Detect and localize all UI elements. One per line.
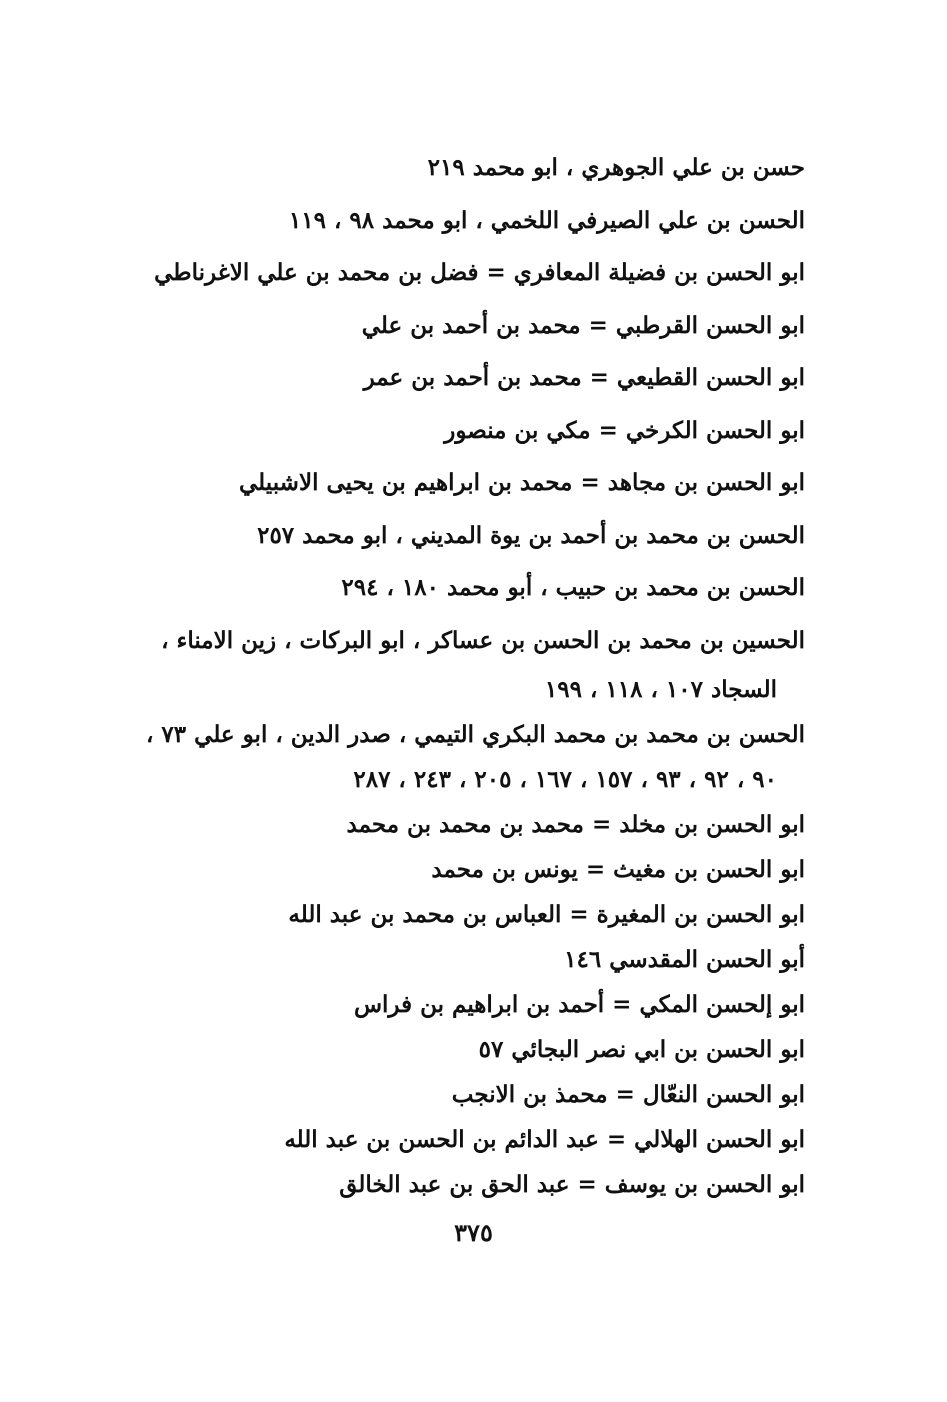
index-entry: ابو الحسن الكرخي = مكي بن منصور <box>444 416 805 444</box>
index-entry: ابو الحسن بن ابي نصر البجائي ٥٧ <box>478 1036 805 1063</box>
index-entry: الحسن بن محمد بن محمد البكري التيمي ، صدر الدين ، ابو علي ٧٣ ، <box>145 721 805 748</box>
page-number: ٣٧٥ <box>454 1218 493 1247</box>
index-entry-continuation: ٩٠ ، ٩٢ ، ٩٣ ، ١٥٧ ، ١٦٧ ، ٢٠٥ ، ٢٤٣ ، ٢٨٧ <box>353 766 777 793</box>
index-entry: ابو الحسن النعّال = محمذ بن الانجب <box>451 1081 805 1108</box>
index-entry: الحسن بن محمد بن أحمد بن يوة المديني ، ابو محمد ٢٥٧ <box>257 521 805 549</box>
index-entry: الحسين بن محمد بن الحسن بن عساكر ، ابو البركات ، زين الامناء ، <box>161 626 805 654</box>
index-entry-continuation: السجاد ١٠٧ ، ١١٨ ، ١٩٩ <box>544 676 777 703</box>
index-entry: ابو الحسن بن المغيرة = العباس بن محمد بن عبد الله <box>288 901 805 928</box>
index-entry: ابو إلحسن المكي = أحمد بن ابراهيم بن فراس <box>353 991 805 1018</box>
index-entry: ابو الحسن القطيعي = محمد بن أحمد بن عمر <box>363 364 805 391</box>
index-entries <box>125 142 805 1207</box>
index-entry: ابو الحسن بن فضيلة المعافري = فضل بن محمد بن علي الاغرناطي <box>154 259 805 286</box>
index-entry: ابو الحسن الهلالي = عبد الدائم بن الحسن بن عبد الله <box>284 1126 805 1153</box>
index-entry: ابو الحسن القرطبي = محمد بن أحمد بن علي <box>361 311 805 339</box>
index-entry: ابو الحسن بن مخلد = محمد بن محمد بن محمد <box>346 811 805 838</box>
index-entry: ابو الحسن بن مجاهد = محمد بن ابراهيم بن يحيى الاشبيلي <box>239 469 805 496</box>
index-entry: ابو الحسن بن مغيث = يونس بن محمد <box>431 856 805 883</box>
index-entry: الحسن بن محمد بن حبيب ، أبو محمد ١٨٠ ، ٢٩٤ <box>341 574 805 601</box>
index-entry: أبو الحسن المقدسي ١٤٦ <box>564 946 805 973</box>
index-entry: حسن بن علي الجوهري ، ابو محمد ٢١٩ <box>427 154 805 181</box>
index-entry: الحسن بن علي الصيرفي اللخمي ، ابو محمد ٩٨ ، ١١٩ <box>288 206 805 234</box>
index-entry: ابو الحسن بن يوسف = عبد الحق بن عبد الخالق <box>339 1171 805 1198</box>
